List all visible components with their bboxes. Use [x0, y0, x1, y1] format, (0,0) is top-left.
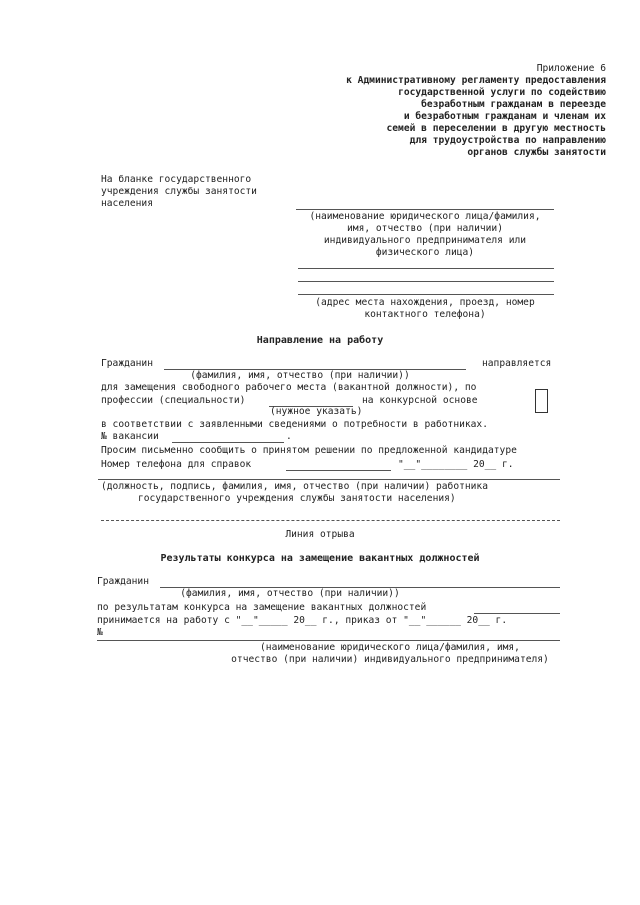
address-line-1[interactable] [298, 268, 554, 269]
recipient-name-caption: индивидуального предпринимателя или [323, 235, 527, 246]
underline-hint: (нужное указать) [270, 406, 363, 417]
signature-caption: государственного учреждения службы занятости населения) [138, 493, 456, 504]
sent-label: направляется [482, 358, 552, 369]
org-caption: отчество (при наличии) индивидуального предпринимателя) [231, 654, 549, 665]
header-line: органов службы занятости [467, 147, 606, 158]
address-line-2[interactable] [298, 281, 554, 282]
tear-line-label: Линия отрыва [285, 529, 355, 540]
fio-caption: (фамилия, имя, отчество (при наличии)) [190, 370, 410, 381]
order-no-label: № [97, 627, 103, 638]
results-title: Результаты конкурса на замещение вакантных должностей [160, 553, 480, 564]
hired-line: принимается на работу с "__"_____ 20__ г., приказ от "__"______ 20__ г. [97, 615, 508, 626]
signature-line[interactable] [98, 479, 560, 480]
order-line[interactable] [97, 640, 560, 641]
contest-line: по результатам конкурса на замещение вакантных должностей [97, 602, 427, 613]
blank-note: учреждения службы занятости [101, 186, 257, 197]
competitive-label: на конкурсной основе [362, 395, 478, 406]
contest-line-field[interactable] [474, 613, 560, 614]
tear-line [101, 520, 560, 521]
blank-note: На бланке государственного [101, 174, 252, 185]
address-caption: (адрес места нахождения, проезд, номер [315, 297, 535, 308]
vacancy-no-label: № вакансии [101, 431, 159, 442]
header-line: для трудоустройства по направлению [409, 135, 606, 146]
competitive-checkbox[interactable] [535, 389, 548, 413]
phone-line[interactable] [286, 470, 391, 471]
header-line: к Административному регламенту предоставления [346, 75, 606, 86]
recipient-name-line[interactable] [296, 209, 554, 210]
reply-line: Просим письменно сообщить о принятом решении по предложенной кандидатуре [101, 445, 517, 456]
appendix-label: Приложение 6 [536, 63, 606, 74]
results-fio-caption: (фамилия, имя, отчество (при наличии)) [180, 588, 400, 599]
referral-title: Направление на работу [256, 335, 384, 346]
vacancy-line: для замещения свободного рабочего места (вакантной должности), по [101, 382, 477, 393]
recipient-name-caption: (наименование юридического лица/фамилия, [309, 211, 541, 222]
address-caption: контактного телефона) [364, 309, 486, 320]
signature-caption: (должность, подпись, фамилия, имя, отчество (при наличии) работника [101, 481, 488, 492]
citizen-label: Гражданин [101, 358, 153, 369]
profession-label: профессии (специальности) [101, 395, 246, 406]
address-line-3[interactable] [298, 294, 554, 295]
referral-date: "__"________ 20__ г. [398, 459, 514, 470]
info-line: в соответствии с заявленными сведениями о потребности в работниках. [101, 419, 488, 430]
vacancy-no-line[interactable] [172, 442, 284, 443]
results-citizen-label: Гражданин [97, 576, 149, 587]
phone-label: Номер телефона для справок [101, 459, 252, 470]
vacancy-no-suffix: . [286, 431, 292, 442]
header-line: семей в переселении в другую местность [386, 123, 606, 134]
header-line: государственной услуги по содействию [398, 87, 606, 98]
header-line: и безработным гражданам и членам их [403, 111, 606, 122]
recipient-name-caption: физического лица) [375, 247, 475, 258]
recipient-name-caption: имя, отчество (при наличии) [347, 223, 503, 234]
blank-note: населения [101, 198, 153, 209]
header-line: безработным гражданам в переезде [421, 99, 606, 110]
org-caption: (наименование юридического лица/фамилия, имя, [260, 642, 520, 653]
